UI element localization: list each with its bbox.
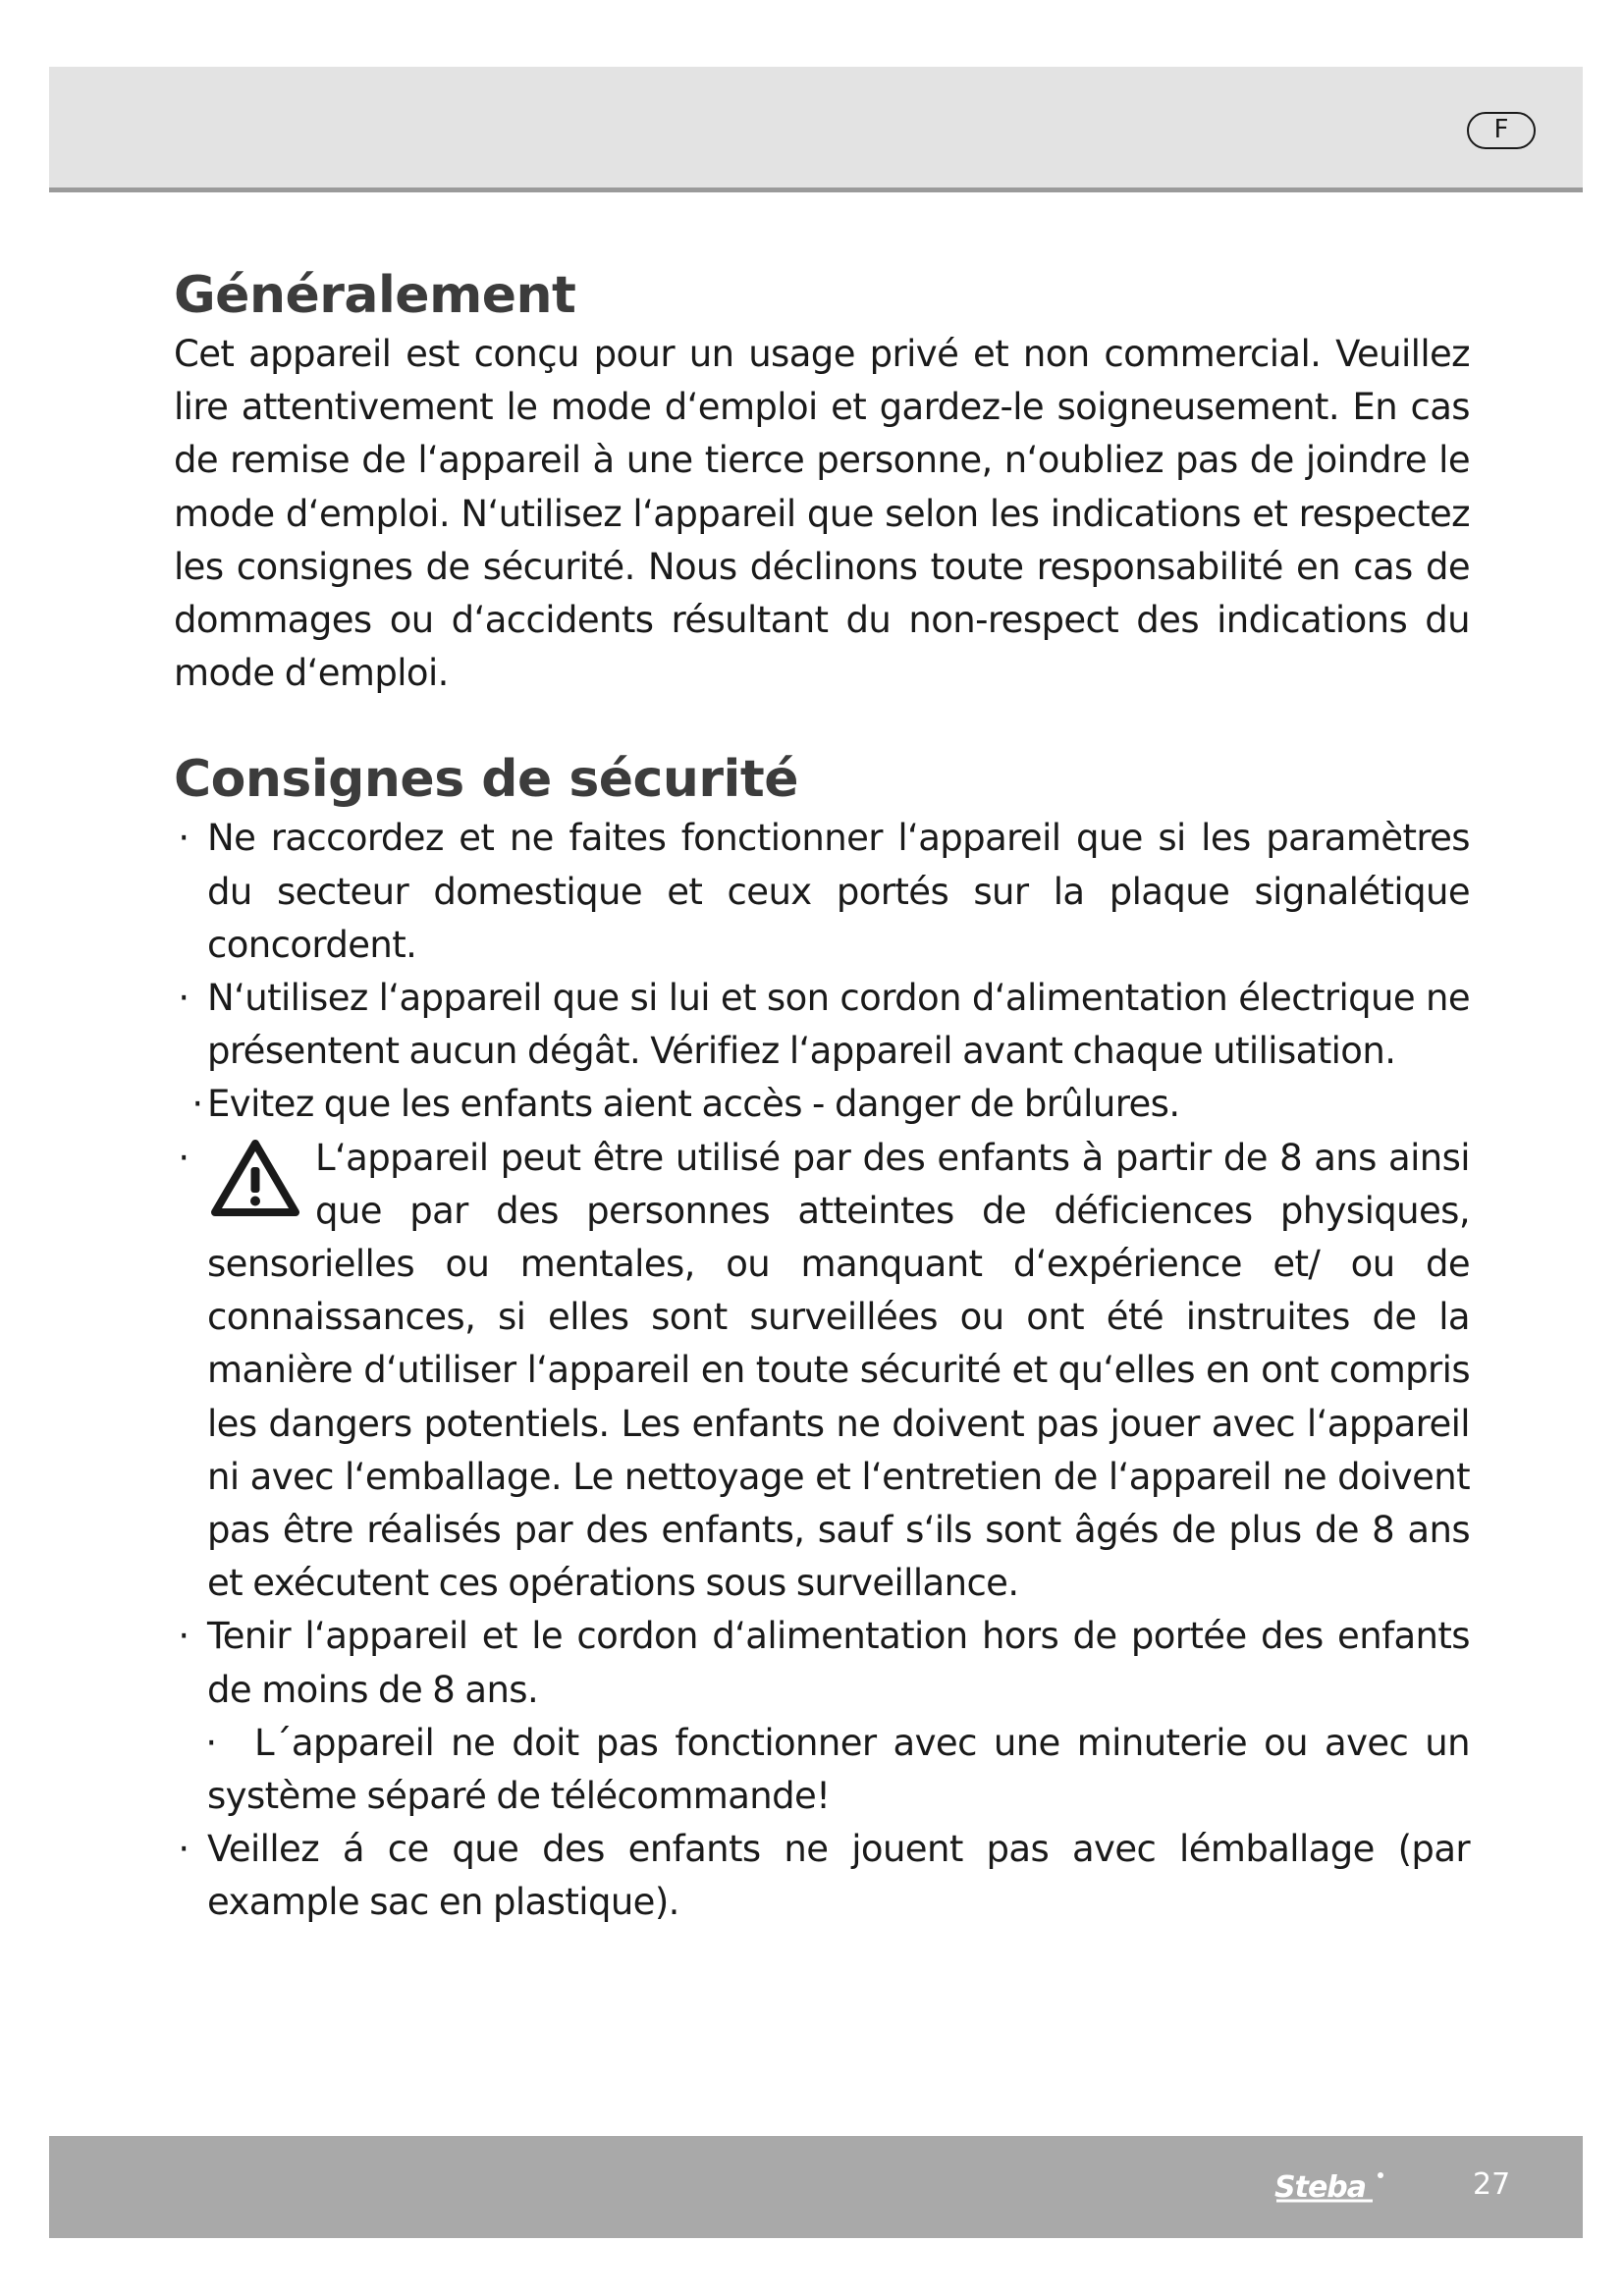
list-item-text: L‘appareil peut être utilisé par des enfants à partir de 8 ans ainsi que par des personnes atteintes de déficiences physiques, sensorielles ou mentales, ou manquant d‘expérience et/ ou de connaissances, si elles sont surveillées ou ont été instruites de la manière d‘utiliser l‘appareil en toute sécurité et qu‘elles en ont compris les dangers potentiels. Les enfants ne doivent pas jouer avec l‘appareil ni avec l‘emballage. Le nettoyage et l‘entretien de l‘appareil ne doivent pas être réalisés par des enfants, sauf s‘ils sont âgés de plus de 8 ans et exécutent ces opérations sous surveillance. xyxy=(207,1136,1470,1605)
list-item xyxy=(174,1610,1470,1716)
list-item-text: Evitez que les enfants aient accès - danger de brûlures. xyxy=(207,1083,1180,1126)
bullet-dot: · xyxy=(178,817,189,860)
list-item xyxy=(174,1078,1470,1131)
safety-section xyxy=(174,747,1470,1929)
section-title-general: Généralement xyxy=(174,266,576,325)
section-title-safety: Consignes de sécurité xyxy=(174,750,798,810)
bullet-dot: · xyxy=(178,1136,189,1179)
bullet-dot: · xyxy=(178,977,189,1020)
list-item xyxy=(174,972,1470,1078)
list-item-text: L´appareil ne doit pas fonctionner avec une minuterie ou avec un système séparé de télécommande! xyxy=(207,1721,1470,1818)
bullet-dot: · xyxy=(178,1615,189,1658)
general-paragraph: Cet appareil est conçu pour un usage privé et non commercial. Veuillez lire attentivement le mode d‘emploi et gardez-le soigneusement. En cas de remise de l‘appareil à une tierce personne, n‘oubliez pas de joindre le mode d‘emploi. N‘utilisez l‘appareil que selon les indications et respectez les consignes de sécurité. Nous déclinons toute responsabilité en cas de dommages ou d‘accidents résultant du non-respect des indications du mode d‘emploi. xyxy=(174,333,1470,695)
steba-logo xyxy=(1274,2167,1432,2207)
bullet-dot: · xyxy=(178,1828,189,1871)
list-item-text: Ne raccordez et ne faites fonctionner l‘appareil que si les paramètres du secteur domestique et ceux portés sur la plaque signalétique concordent. xyxy=(207,817,1470,966)
header-band xyxy=(49,67,1583,192)
warning-triangle-icon xyxy=(209,1138,301,1218)
bullet-dot: · xyxy=(191,1083,203,1126)
list-item xyxy=(174,1823,1470,1929)
svg-text:Steba: Steba xyxy=(1274,2170,1367,2205)
language-badge: F xyxy=(1467,112,1536,149)
page-content xyxy=(174,263,1470,1930)
page-number: 27 xyxy=(1473,2167,1511,2202)
list-item-warning xyxy=(174,1132,1470,1611)
list-item-text: Tenir l‘appareil et le cordon d‘alimentation hors de portée des enfants de moins de 8 ans. xyxy=(207,1615,1470,1711)
footer-band xyxy=(49,2136,1583,2238)
list-item-text: N‘utilisez l‘appareil que si lui et son cordon d‘alimentation électrique ne présentent aucun dégât. Vérifiez l‘appareil avant chaque utilisation. xyxy=(207,977,1470,1073)
bullet-dot: · xyxy=(205,1721,217,1764)
list-item xyxy=(174,1717,1470,1823)
safety-list xyxy=(174,812,1470,1929)
list-item xyxy=(174,812,1470,972)
list-item-text: Veillez á ce que des enfants ne jouent pas avec lémballage (par example sac en plastique). xyxy=(207,1828,1470,1924)
